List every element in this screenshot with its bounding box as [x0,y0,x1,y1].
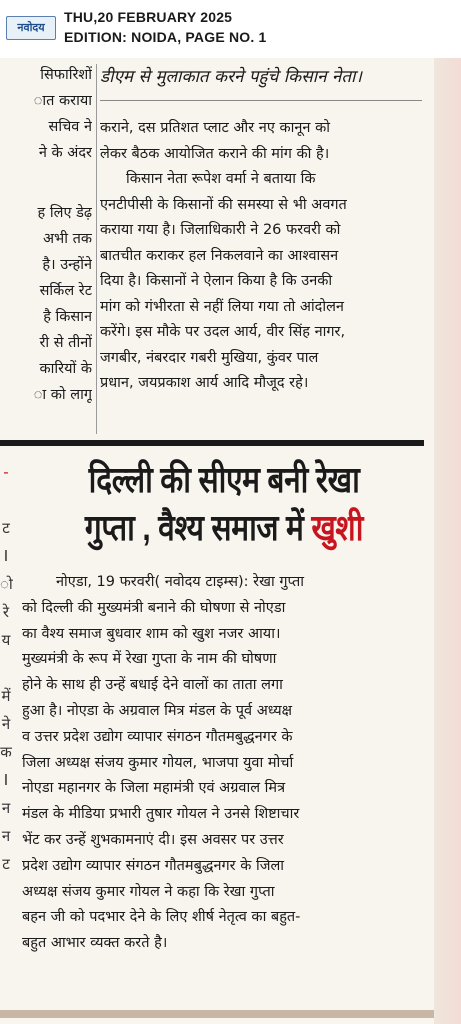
newspaper-clipping [0,58,434,1024]
story-kicker: डीएम से मुलाकात करने पहुंचे किसान नेता। [100,67,362,87]
left-fragment-char: ो [0,575,13,593]
left-fragment-char: य [1,631,11,649]
rekha-gupta-story-body [22,570,426,957]
left-fragment-line: अभी तक [42,231,92,247]
story-line: प्रदेश उद्योग व्यापार संगठन गौतमबुद्धनगर के जिला [22,857,285,874]
left-fragment-char: I [3,771,9,789]
left-fragment-char: न [1,799,11,817]
left-fragment-char: में [1,687,11,705]
left-fragment-line: सचिव ने [48,119,92,135]
farmers-story-body [100,116,424,397]
left-column-fragment-2 [0,458,12,878]
story-line: हुआ है। नोएडा के अग्रवाल मित्र मंडल के पूर्व अध्यक्ष [22,702,293,719]
story-line: जिला अध्यक्ष संजय कुमार गोयल, भाजपा युवा मोर्चा [22,754,294,771]
story-line: नोएडा महानगर के जिला महामंत्री एवं अग्रवाल मित्र [22,780,286,797]
left-fragment-line: ने के अंदर [38,145,92,161]
headline-highlight: खुशी [311,507,364,548]
section-divider-bar [0,440,424,446]
left-fragment-char: रे [2,603,10,621]
story-line: प्रधान, जयप्रकाश आर्य आदि मौजूद रहे। [100,375,309,391]
left-fragment-char: क [0,743,12,761]
headline-line-2-text: गुप्ता , वैश्य समाज में [84,507,312,548]
left-fragment-line: कारियों के [39,361,92,377]
story-line: व उत्तर प्रदेश उद्योग व्यापार संगठन गौतमबुद्धनगर के [22,728,293,745]
story-line: दिया है। किसानों ने ऐलान किया है कि उनकी [100,273,333,289]
story-line: मुख्यमंत्री के रूप में रेखा गुप्ता के नाम की घोषणा [22,651,277,668]
newspaper-logo: नवोदय [6,16,56,40]
story-line: बातचीत कराकर हल निकलवाने का आश्वासन [100,247,339,264]
left-fragment-char: ने [1,715,11,733]
kicker-divider [100,100,422,101]
story-line: होने के साथ ही उन्हें बधाई देने वालों का ताता लगा [22,677,283,694]
story-line: भेंट कर उन्हें शुभकामनाएं दी। इस अवसर पर उत्तर [22,831,284,848]
headline-line-1: दिल्ली की सीएम बनी रेखा [88,459,360,500]
story-headline [22,456,426,552]
story-line: बहुत आभार व्यक्त करते है। [22,935,168,952]
story-line: लेकर बैठक आयोजित कराने की मांग की है। [100,145,330,162]
story-line: अध्यक्ष संजय कुमार गोयल ने कहा कि रेखा गुप्ता [22,883,275,900]
left-fragment-line: ह लिए डेढ़ [37,205,92,221]
left-column-fragment [0,62,92,434]
edition-info: EDITION: NOIDA, PAGE NO. 1 [64,29,267,45]
edition-header [0,0,461,59]
left-fragment-line: है किसान [43,309,92,325]
left-fragment-char: ट [2,855,10,873]
story-line: किसान नेता रूपेश वर्मा ने बताया कि [126,171,316,187]
story-line: कराने, दस प्रतिशत प्लाट और नए कानून को [100,120,330,136]
story-line: जगबीर, नंबरदार गबरी मुखिया, कुंवर पाल [100,349,319,366]
story-line: नोएडा, 19 फरवरी( नवोदय टाइम्स): रेखा गुप्ता [56,574,304,590]
left-fragment-line: ात कराया [33,93,92,109]
story-line: मंडल के मीडिया प्रभारी तुषार गोयल ने उनसे शिष्टाचार [22,806,300,823]
story-line: को दिल्ली की मुख्यमंत्री बनाने की घोषणा से नोएडा [22,599,286,616]
story-line: कराया गया है। जिलाधिकारी ने 26 फरवरी को [100,222,341,238]
left-fragment-line: री से तीनों [39,335,92,351]
left-fragment-line: ा को लागू [33,387,92,403]
story-line: बहन जी को पदभार देने के लिए शीर्ष नेतृत्व का बहुत- [22,909,301,926]
page-edge-strip [434,58,461,1024]
column-divider [96,64,97,434]
left-fragment-char: न [1,827,11,845]
left-fragment-line: है। उन्होंने [42,257,92,273]
left-fragment-char [0,654,12,682]
headline-line-2 [56,504,391,552]
left-fragment-char [0,486,12,514]
edition-date: THU,20 FEBRUARY 2025 [64,9,233,25]
left-fragment-char: ट [2,519,10,537]
story-line: करेंगे। इस मौके पर उदल आर्य, वीर सिंह नागर, [100,324,346,340]
left-fragment-line: सिफारिशों [40,67,92,83]
left-fragment-char: I [3,547,9,565]
left-fragment-line: सर्किल रेट [39,283,92,299]
story-line: का वैश्य समाज बुधवार शाम को खुश नजर आया। [22,625,281,642]
story-line: मांग को गंभीरता से नहीं लिया गया तो आंदोलन [100,298,344,315]
bottom-divider [0,1010,434,1018]
left-fragment-char: - [3,463,9,481]
story-line: एनटीपीसी के किसानों की समस्या से भी अवगत [100,196,347,213]
